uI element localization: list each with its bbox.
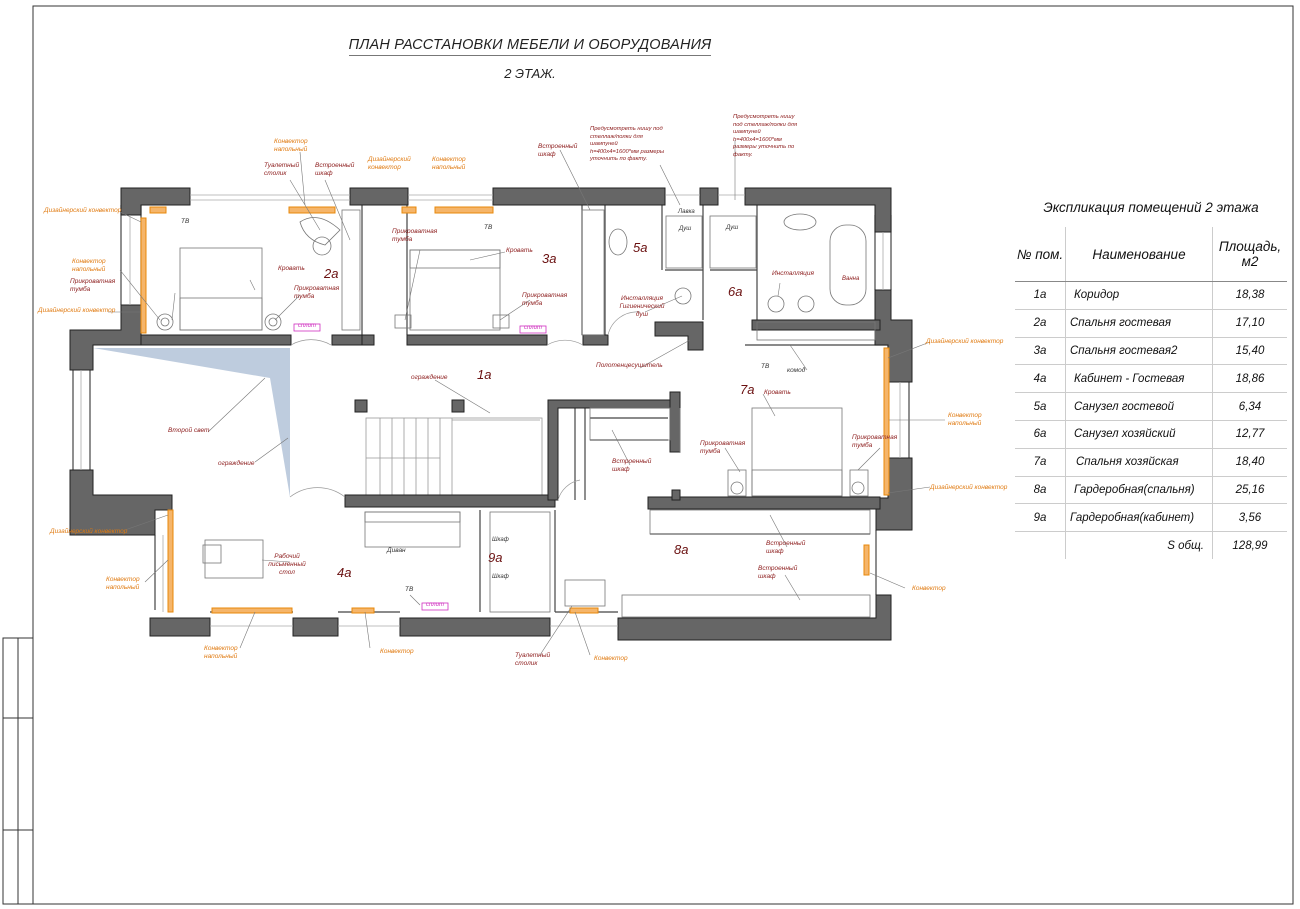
label-konv-right-bottom: Конвектор	[912, 585, 946, 592]
label-konv-napol-top: Конвектор напольный	[274, 138, 308, 153]
room-explication	[1015, 200, 1287, 559]
cell-name: Спальня хозяйская	[1066, 448, 1213, 476]
header-num: № пом.	[1015, 227, 1066, 282]
cell-name: Спальня гостевая2	[1066, 337, 1213, 365]
cell-num: 7а	[1015, 448, 1066, 476]
label-diz-konv-left2: Дизайнерский конвектор	[38, 307, 116, 314]
label-vstr-shkaf-8a-2: Встроенный шкаф	[758, 565, 798, 580]
cell-empty	[1015, 532, 1066, 559]
label-krovat-3a: Кровать	[506, 247, 533, 254]
cell-name: Кабинет - Гостевая	[1066, 365, 1213, 393]
room-label-8a: 8а	[674, 542, 689, 557]
cell-name: Санузел гостевой	[1066, 393, 1213, 421]
table-row	[1015, 476, 1287, 504]
label-lavka: Лавка	[678, 209, 695, 215]
cell-num: 4а	[1015, 365, 1066, 393]
label-installyaciya: Инсталляция	[772, 270, 814, 277]
label-vanna: Ванна	[842, 276, 860, 282]
split-units	[294, 324, 546, 610]
total-value: 128,99	[1232, 539, 1268, 552]
label-prikrov-3a-right: Прикроватная тумба	[522, 292, 568, 307]
cell-area: 12,77	[1213, 420, 1288, 448]
label-tv-3a: ТВ	[484, 224, 493, 231]
total-label: S общ.	[1066, 532, 1213, 559]
cell-num: 1а	[1015, 282, 1066, 310]
cell-num: 9а	[1015, 504, 1066, 532]
label-komod: комод	[787, 367, 806, 374]
cell-area: 18,38	[1213, 282, 1288, 310]
label-tualet-stolik-2a: Туалетный столик	[264, 162, 300, 177]
table-row	[1015, 337, 1287, 365]
drawing-title: ПЛАН РАССТАНОВКИ МЕБЕЛИ И ОБОРУДОВАНИЯ	[349, 37, 712, 56]
label-diz-konv-right2: Дизайнерский конвектор	[930, 484, 1008, 491]
label-vtoroy-svet: Второй свет	[168, 427, 210, 434]
label-tualet-stolik-8a: Туалетный столик	[515, 652, 551, 667]
label-diz-konv-left3: Дизайнерский конвектор	[50, 528, 128, 535]
cell-area: 3,56	[1213, 504, 1288, 532]
label-tv-4a: ТВ	[405, 586, 414, 593]
label-nisha-2: Предусмотреть нишу под стеллаж/полки для шампуней h=400х4=1600*мм размеры уточнить по факту.	[733, 114, 798, 158]
label-dush-5a: Душ	[679, 226, 692, 232]
label-vstr-shkaf-corr: Встроенный шкаф	[612, 458, 652, 473]
label-krovat-2a: Кровать	[278, 265, 305, 272]
room-label-4a: 4а	[337, 565, 352, 580]
label-install-gig: Инсталляция Гигиенический душ	[619, 295, 665, 318]
cell-area: 18,86	[1213, 365, 1288, 393]
header-area: Площадь, м2	[1213, 227, 1288, 282]
stamp-box	[3, 638, 33, 904]
label-split-3a: сплит	[524, 325, 543, 331]
label-konv-napol-left: Конвектор напольный	[72, 258, 106, 273]
label-prikrov-7a-right: Прикроватная тумба	[852, 434, 898, 449]
cell-num: 5а	[1015, 393, 1066, 421]
table-row	[1015, 448, 1287, 476]
cell-num: 8а	[1015, 476, 1066, 504]
label-konv-bottom2: Конвектор	[594, 655, 628, 662]
table-row	[1015, 420, 1287, 448]
cell-name: Коридор	[1066, 282, 1213, 310]
label-dush-6a: Душ	[726, 225, 739, 231]
label-split-4a: сплит	[426, 602, 445, 608]
cell-name: Гардеробная(спальня)	[1066, 476, 1213, 504]
room-label-3a: 3а	[542, 251, 557, 266]
total-row	[1015, 532, 1287, 559]
cell-name: Санузел хозяйский	[1066, 420, 1213, 448]
cell-num: 2а	[1015, 309, 1066, 337]
label-vstr-shkaf-2a: Встроенный шкаф	[315, 162, 355, 177]
label-prikrov-3a-left: Прикроватная тумба	[392, 228, 438, 243]
label-konv-napol-bottom: Конвектор напольный	[204, 645, 238, 660]
explication-caption: Экспликация помещений 2 этажа	[1043, 200, 1259, 215]
label-konv-napol-right: Конвектор напольный	[948, 412, 982, 427]
label-polotence: Полотенцесушитель	[596, 362, 663, 369]
label-konv-napol-top2: Конвектор напольный	[432, 156, 466, 171]
cell-name: Гардеробная(кабинет)	[1066, 504, 1213, 532]
label-vstr-shkaf-3a: Встроенный шкаф	[538, 143, 578, 158]
label-prikrov-7a-left: Прикроватная тумба	[700, 440, 746, 455]
label-krovat-7a: Кровать	[764, 389, 791, 396]
explication-header-row	[1015, 227, 1287, 282]
label-prikrov-2a-right: Прикроватная тумба	[294, 285, 340, 300]
label-shkaf-2: Шкаф	[492, 574, 509, 580]
label-tv-2a: ТВ	[181, 218, 190, 225]
table-row	[1015, 309, 1287, 337]
room-label-2a: 2а	[324, 266, 339, 281]
label-konv-bottom1: Конвектор	[380, 648, 414, 655]
label-ograzhdenie-1: ограждение	[411, 374, 448, 381]
label-tv-7a: ТВ	[761, 363, 770, 370]
table-row	[1015, 365, 1287, 393]
table-row	[1015, 282, 1287, 310]
staircase	[366, 418, 542, 498]
drawing-title-block	[330, 36, 730, 81]
label-vstr-shkaf-8a-1: Встроенный шкаф	[766, 540, 806, 555]
label-prikrov-2a-left: Прикроватная тумба	[70, 278, 116, 293]
cell-area: 6,34	[1213, 393, 1288, 421]
label-ograzhdenie-2: ограждение	[218, 460, 255, 467]
cell-name: Спальня гостевая	[1066, 309, 1213, 337]
label-split-2a: сплит	[298, 323, 317, 329]
label-diz-konv-top: Дизайнерский конвектор	[368, 156, 411, 171]
label-shkaf-1: Шкаф	[492, 537, 509, 543]
table-row	[1015, 393, 1287, 421]
room-label-1a: 1а	[477, 367, 492, 382]
cell-num: 6а	[1015, 420, 1066, 448]
label-diz-konv-right1: Дизайнерский конвектор	[926, 338, 1004, 345]
room-label-6a: 6а	[728, 284, 743, 299]
room-label-7a: 7а	[740, 382, 755, 397]
drawing-subtitle: 2 ЭТАЖ.	[504, 66, 556, 81]
room-label-5a: 5а	[633, 240, 648, 255]
label-rabochiy-stol: Рабочий письменный стол	[268, 553, 306, 576]
label-diz-konv-left1: Дизайнерский конвектор	[44, 207, 122, 214]
cell-num: 3а	[1015, 337, 1066, 365]
cell-area: 17,10	[1213, 309, 1288, 337]
cell-area: 25,16	[1213, 476, 1288, 504]
cell-area: 18,40	[1213, 448, 1288, 476]
room-label-9a: 9а	[488, 550, 503, 565]
header-name: Наименование	[1066, 227, 1213, 282]
explication-table	[1015, 227, 1287, 559]
label-divan: Диван	[387, 547, 406, 554]
label-nisha-1: Предусмотреть нишу под стеллаж/полки для шампуней h=400х4=1600*мм размеры уточнить по факту.	[590, 126, 665, 162]
second-light-void	[93, 348, 290, 497]
label-konv-napol-left2: Конвектор напольный	[106, 576, 140, 591]
cell-area: 15,40	[1213, 337, 1288, 365]
table-row	[1015, 504, 1287, 532]
